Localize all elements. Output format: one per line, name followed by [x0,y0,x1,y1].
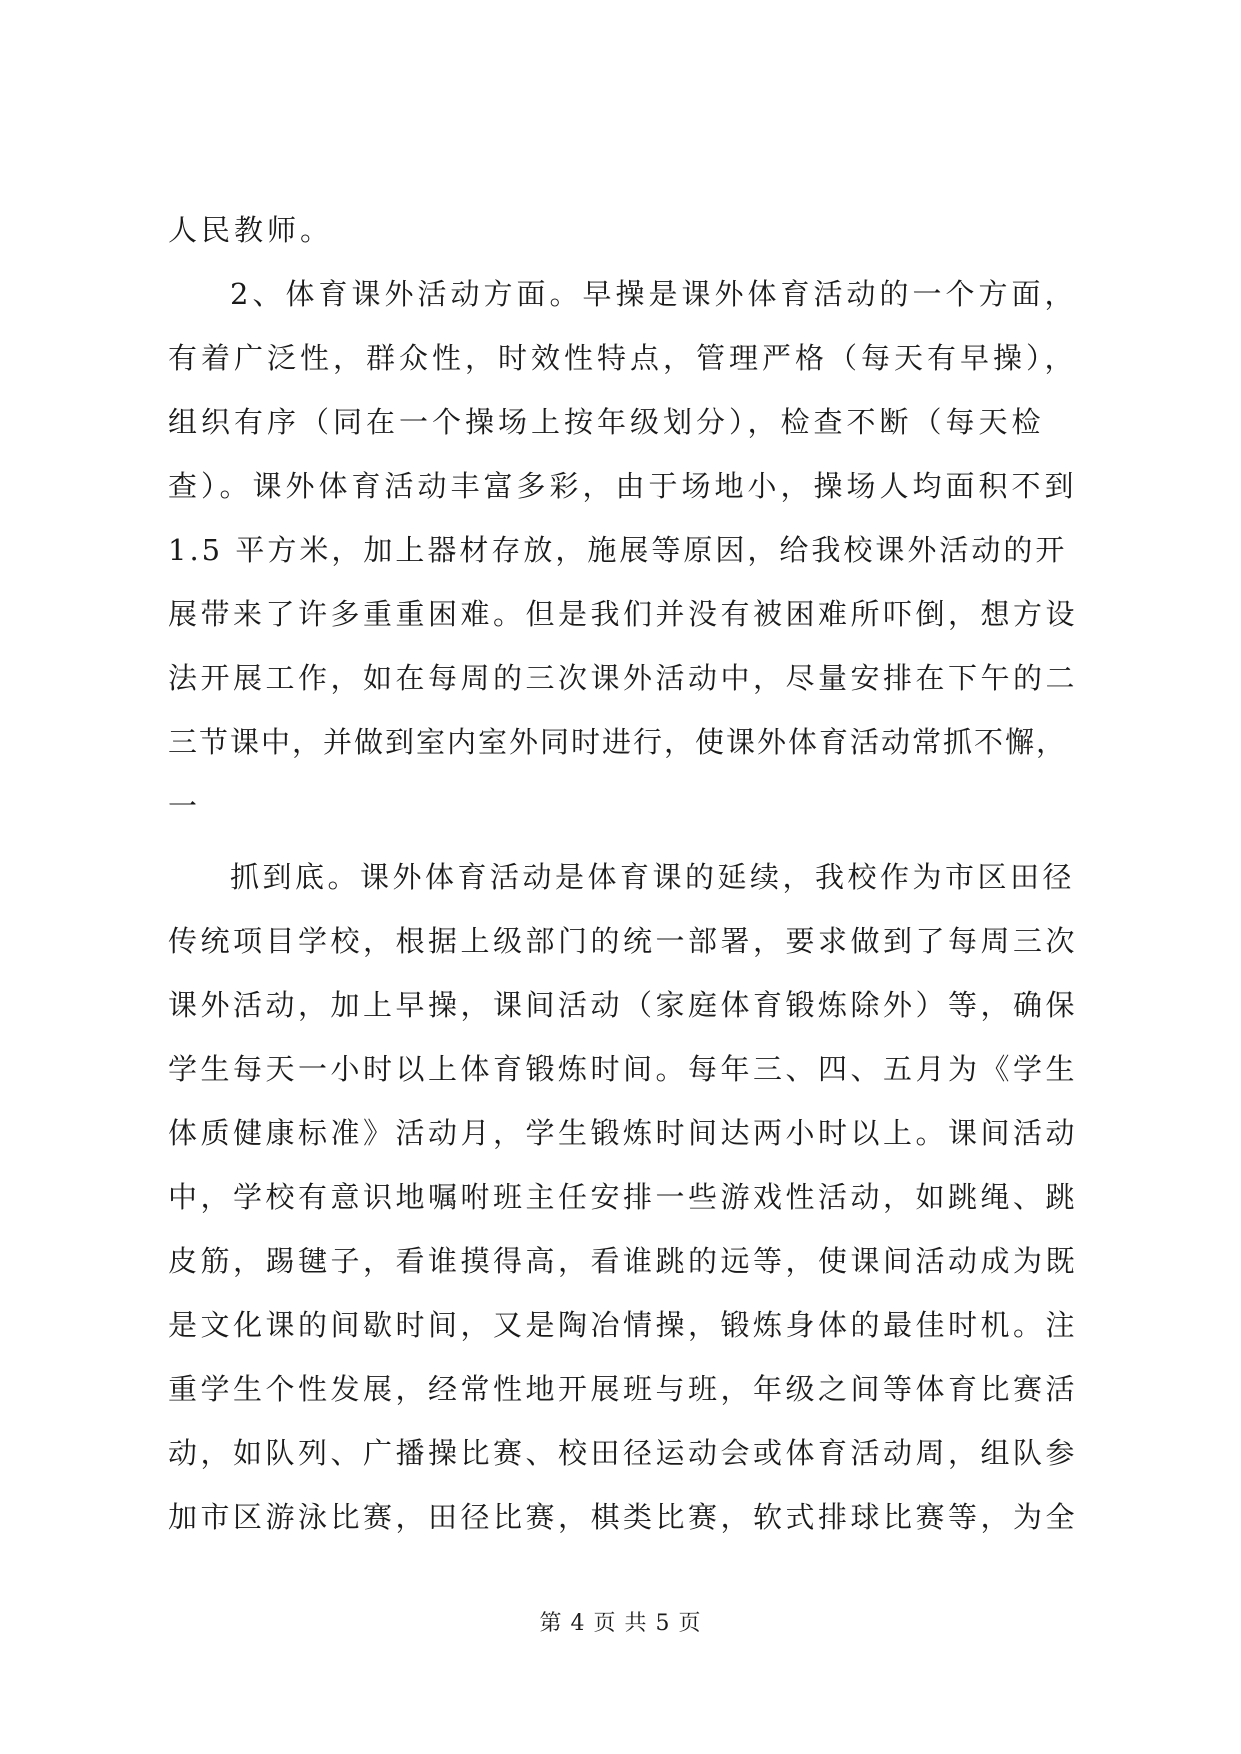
text-line: 人民教师。 [168,213,334,247]
text-line: 加市区游泳比赛，田径比赛，棋类比赛，软式排球比赛等，为全 [168,1500,1079,1534]
page-footer: 第 4 页 共 5 页 [539,1611,702,1636]
text-line: 体质健康标准》活动月，学生锻炼时间达两小时以上。课间活动 [168,1116,1079,1150]
text-line: 法开展工作，如在每周的三次课外活动中，尽量安排在下午的二 [168,661,1079,695]
text-line: 是文化课的间歇时间，又是陶冶情操，锻炼身体的最佳时机。注 [168,1308,1079,1342]
text-line: 学生每天一小时以上体育锻炼时间。每年三、四、五月为《学生 [168,1052,1079,1086]
text-line: 一 [168,789,202,823]
text-line: 重学生个性发展，经常性地开展班与班，年级之间等体育比赛活 [168,1372,1079,1406]
paragraph-block-1 [168,198,1080,838]
text-line: 抓到底。课外体育活动是体育课的延续，我校作为市区田径 [230,860,1076,894]
text-line: 有着广泛性，群众性，时效性特点，管理严格（每天有早操）， [168,341,1078,375]
text-line: 皮筋，踢毽子，看谁摸得高，看谁跳的远等，使课间活动成为既 [168,1244,1079,1278]
paragraph-block-2 [168,845,1080,1549]
text-line: 查）。课外体育活动丰富多彩，由于场地小，操场人均面积不到 [168,469,1078,503]
text-line: 中，学校有意识地嘱咐班主任安排一些游戏性活动，如跳绳、跳 [168,1180,1079,1214]
text-line: 1.5 平方米，加上器材存放，施展等原因，给我校课外活动的开 [168,533,1068,567]
text-line: 三节课中，并做到室内室外同时进行，使课外体育活动常抓不懈， [168,725,1068,759]
text-line: 2、体育课外活动方面。早操是课外体育活动的一个方面， [230,277,1078,311]
text-line: 展带来了许多重重困难。但是我们并没有被困难所吓倒，想方设 [168,597,1079,631]
text-line: 课外活动，加上早操，课间活动（家庭体育锻炼除外）等，确保 [168,988,1079,1022]
text-line: 组织有序（同在一个操场上按年级划分），检查不断（每天检 [168,405,1045,439]
text-line: 动，如队列、广播操比赛、校田径运动会或体育活动周，组队参 [168,1436,1079,1470]
text-line: 传统项目学校，根据上级部门的统一部署，要求做到了每周三次 [168,924,1079,958]
